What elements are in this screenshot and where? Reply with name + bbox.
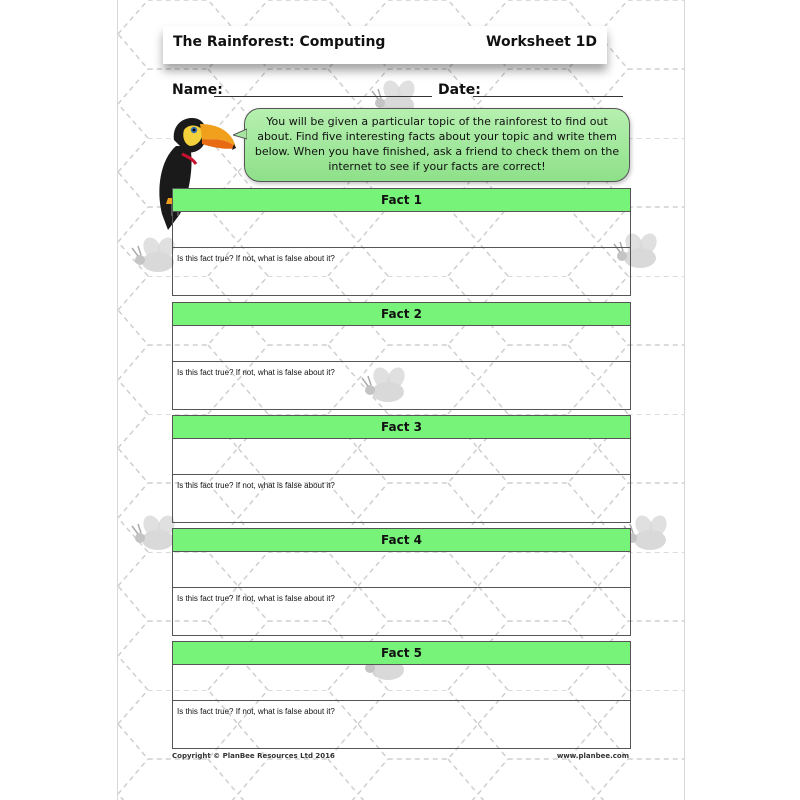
- instructions-text: You will be given a particular topic of the rainforest to find out about. Find five interesting facts about your topic and write them below. When you have finished, ask a friend to check them on the internet to see if your facts are correct!: [254, 115, 620, 173]
- fact-answer-area[interactable]: [173, 665, 630, 701]
- fact-box-2: [172, 302, 631, 410]
- worksheet-page: [117, 0, 685, 800]
- fact-check-question: Is this fact true? If not, what is false about it?: [177, 594, 335, 603]
- fact-answer-area[interactable]: [173, 439, 630, 475]
- date-field[interactable]: [473, 96, 623, 97]
- fact-check-question: Is this fact true? If not, what is false about it?: [177, 481, 335, 490]
- fact-header: Fact 5: [173, 642, 630, 665]
- website-link[interactable]: www.planbee.com: [556, 752, 629, 760]
- fact-answer-area[interactable]: [173, 552, 630, 588]
- fact-check-question: Is this fact true? If not, what is false about it?: [177, 707, 335, 716]
- fact-box-1: [172, 188, 631, 296]
- instructions-speech-bubble: [244, 108, 630, 182]
- fact-answer-area[interactable]: [173, 326, 630, 362]
- fact-answer-area[interactable]: [173, 212, 630, 248]
- worksheet-title: The Rainforest: Computing: [173, 34, 386, 50]
- fact-check-question: Is this fact true? If not, what is false about it?: [177, 368, 335, 377]
- speech-bubble-tail: [233, 127, 247, 141]
- name-field[interactable]: [214, 96, 432, 97]
- fact-header: Fact 3: [173, 416, 630, 439]
- fact-box-3: [172, 415, 631, 523]
- fact-box-5: [172, 641, 631, 749]
- fact-header: Fact 4: [173, 529, 630, 552]
- fact-header: Fact 2: [173, 303, 630, 326]
- copyright-notice: Copyright © PlanBee Resources Ltd 2016: [172, 752, 335, 760]
- fact-check-question: Is this fact true? If not, what is false about it?: [177, 254, 335, 263]
- name-label: Name:: [172, 82, 223, 98]
- title-card: [163, 26, 607, 64]
- fact-header: Fact 1: [173, 189, 630, 212]
- fact-box-4: [172, 528, 631, 636]
- worksheet-number: Worksheet 1D: [486, 34, 597, 50]
- date-label: Date:: [438, 82, 481, 98]
